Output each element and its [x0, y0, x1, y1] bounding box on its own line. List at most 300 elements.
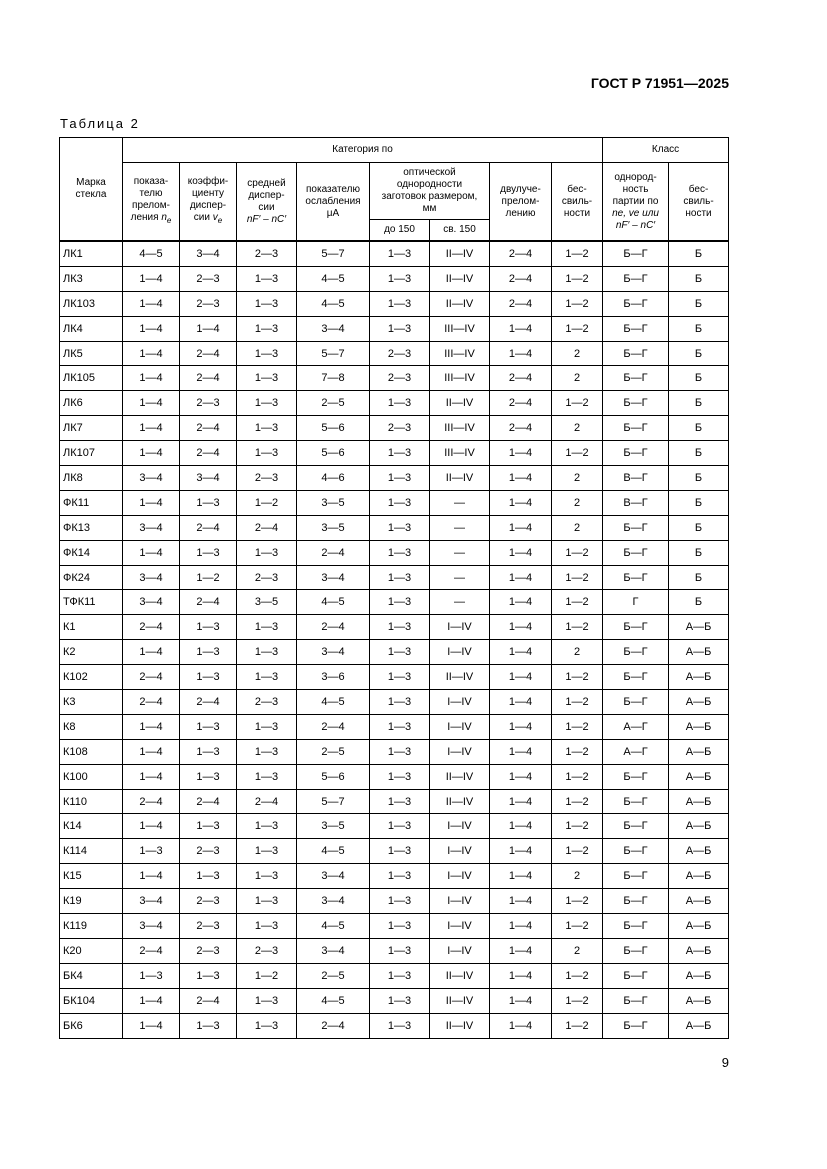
table-row [60, 938, 729, 963]
table-cell: 1—3 [237, 889, 297, 914]
table-cell: 2 [552, 864, 603, 889]
table-row [60, 864, 729, 889]
table-cell: III—IV [430, 416, 490, 441]
glass-grade-cell: ЛК105 [60, 366, 123, 391]
table-cell: 1—4 [490, 690, 552, 715]
table-cell: 1—3 [370, 665, 430, 690]
table-cell: 1—3 [370, 590, 430, 615]
table-cell: II—IV [430, 466, 490, 491]
table-row [60, 640, 729, 665]
table-cell: 1—4 [490, 640, 552, 665]
table-cell: Б—Г [603, 889, 669, 914]
table-cell: 1—3 [237, 988, 297, 1013]
table-cell: Б [669, 241, 729, 266]
table-cell: III—IV [430, 316, 490, 341]
glass-grade-cell: К108 [60, 739, 123, 764]
table-cell: 1—4 [123, 266, 180, 291]
table-cell: 2 [552, 490, 603, 515]
table-cell: 1—4 [123, 864, 180, 889]
table-cell: 1—2 [552, 839, 603, 864]
glass-grade-cell: К3 [60, 690, 123, 715]
table-cell: Б [669, 565, 729, 590]
table-cell: А—Б [669, 690, 729, 715]
glass-grade-cell: ФК24 [60, 565, 123, 590]
table-cell: I—IV [430, 690, 490, 715]
header-mean-dispersion: средней диспер- сии nF′ – nC′ [237, 163, 297, 242]
table-row [60, 665, 729, 690]
table-cell: 1—3 [180, 739, 237, 764]
table-cell: I—IV [430, 864, 490, 889]
table-cell: 1—3 [237, 416, 297, 441]
table-cell: 1—4 [123, 291, 180, 316]
table-cell: 1—4 [490, 739, 552, 764]
table-cell: 3—4 [297, 316, 370, 341]
table-cell: 1—3 [370, 764, 430, 789]
table-cell: 1—3 [370, 515, 430, 540]
glass-grade-cell: БК4 [60, 963, 123, 988]
table-cell: 1—2 [552, 291, 603, 316]
table-cell: 2—3 [237, 466, 297, 491]
table-cell: — [430, 540, 490, 565]
glass-grade-cell: ФК14 [60, 540, 123, 565]
document-code: ГОСТ Р 71951—2025 [590, 75, 729, 91]
table-cell: 1—3 [370, 938, 430, 963]
glass-grade-cell: К114 [60, 839, 123, 864]
table-cell: 1—2 [552, 590, 603, 615]
table-row [60, 839, 729, 864]
table-cell: I—IV [430, 615, 490, 640]
table-cell: 1—3 [370, 441, 430, 466]
table-cell: 1—3 [237, 316, 297, 341]
table-cell: 2—3 [180, 938, 237, 963]
table-cell: 1—4 [490, 889, 552, 914]
table-cell: I—IV [430, 739, 490, 764]
table-row [60, 764, 729, 789]
table-cell: 5—6 [297, 764, 370, 789]
table-cell: Б—Г [603, 366, 669, 391]
table-cell: 1—2 [552, 391, 603, 416]
table-cell: 2 [552, 341, 603, 366]
glass-grade-cell: К1 [60, 615, 123, 640]
table-cell: III—IV [430, 366, 490, 391]
table-cell: II—IV [430, 241, 490, 266]
table-cell: 1—3 [370, 864, 430, 889]
table-cell: 1—2 [552, 988, 603, 1013]
table-cell: II—IV [430, 291, 490, 316]
table-cell: II—IV [430, 1013, 490, 1038]
table-cell: 2—4 [297, 1013, 370, 1038]
table-cell: — [430, 515, 490, 540]
header-category-group: Категория по [123, 138, 603, 163]
table-cell: 1—4 [123, 366, 180, 391]
table-cell: — [430, 490, 490, 515]
glass-grade-cell: ФК11 [60, 490, 123, 515]
glass-grade-cell: К119 [60, 914, 123, 939]
header-grade: Марка стекла [60, 138, 123, 242]
table-cell: А—Б [669, 889, 729, 914]
glass-grade-cell: БК6 [60, 1013, 123, 1038]
table-cell: 1—2 [552, 441, 603, 466]
table-cell: 1—2 [552, 615, 603, 640]
table-cell: 3—4 [123, 565, 180, 590]
table-cell: 1—2 [552, 789, 603, 814]
table-row [60, 366, 729, 391]
table-cell: Б—Г [603, 540, 669, 565]
header-bubbles: бес- свиль- ности [552, 163, 603, 242]
table-cell: 1—3 [370, 241, 430, 266]
table-cell: 1—3 [237, 1013, 297, 1038]
table-cell: 4—5 [123, 241, 180, 266]
table-cell: 4—5 [297, 839, 370, 864]
header-class-bubbles: бес- свиль- ности [669, 163, 729, 242]
table-cell: Б—Г [603, 988, 669, 1013]
glass-grade-cell: К2 [60, 640, 123, 665]
table-cell: 1—2 [552, 540, 603, 565]
table-cell: 2—3 [370, 416, 430, 441]
table-cell: 4—6 [297, 466, 370, 491]
table-cell: 1—3 [370, 963, 430, 988]
table-cell: 1—4 [123, 739, 180, 764]
table-cell: 1—2 [552, 814, 603, 839]
table-cell: 5—6 [297, 416, 370, 441]
table-cell: Б—Г [603, 914, 669, 939]
table-cell: 2—3 [237, 938, 297, 963]
header-birefringence: двулуче- прелом- лению [490, 163, 552, 242]
table-cell: 1—4 [490, 441, 552, 466]
table-cell: 1—4 [123, 316, 180, 341]
table-cell: 1—3 [370, 615, 430, 640]
table-cell: 1—3 [370, 914, 430, 939]
table-body [60, 241, 729, 1038]
table-cell: 1—3 [237, 739, 297, 764]
table-cell: 2—3 [237, 241, 297, 266]
table-cell: 5—7 [297, 241, 370, 266]
glass-grade-cell: ЛК107 [60, 441, 123, 466]
header-optical-up-to-150: до 150 [370, 220, 430, 242]
table-cell: 2—4 [490, 266, 552, 291]
table-row [60, 441, 729, 466]
table-cell: А—Б [669, 864, 729, 889]
table-cell: I—IV [430, 938, 490, 963]
table-cell: Б—Г [603, 938, 669, 963]
table-row [60, 565, 729, 590]
table-cell: 1—4 [123, 441, 180, 466]
glass-grade-cell: ЛК3 [60, 266, 123, 291]
table-cell: 2—4 [237, 515, 297, 540]
table-cell: 1—3 [370, 540, 430, 565]
table-cell: Г [603, 590, 669, 615]
table-cell: 3—5 [297, 814, 370, 839]
table-cell: 1—4 [123, 764, 180, 789]
table-cell: Б [669, 366, 729, 391]
table-cell: 1—3 [370, 739, 430, 764]
table-cell: 1—4 [123, 814, 180, 839]
table-cell: 1—3 [237, 391, 297, 416]
table-cell: 1—3 [370, 889, 430, 914]
table-cell: 2 [552, 466, 603, 491]
table-cell: 3—6 [297, 665, 370, 690]
table-cell: 1—3 [370, 490, 430, 515]
table-cell: I—IV [430, 914, 490, 939]
table-row [60, 789, 729, 814]
table-row [60, 914, 729, 939]
table-cell: 1—3 [370, 391, 430, 416]
table-cell: 1—3 [370, 839, 430, 864]
table-cell: 1—3 [237, 441, 297, 466]
table-row [60, 490, 729, 515]
table-cell: Б [669, 341, 729, 366]
table-cell: 1—2 [552, 316, 603, 341]
table-cell: 2—4 [180, 441, 237, 466]
table-cell: 1—3 [237, 615, 297, 640]
table-cell: 2—3 [180, 889, 237, 914]
table-cell: 3—5 [237, 590, 297, 615]
table-cell: I—IV [430, 839, 490, 864]
table-cell: 1—3 [180, 963, 237, 988]
table-cell: 1—3 [180, 640, 237, 665]
table-cell: 1—4 [490, 540, 552, 565]
table-cell: 2—4 [123, 938, 180, 963]
table-row [60, 466, 729, 491]
table-cell: Б—Г [603, 864, 669, 889]
header-dispersion-coeff: коэффи- циенту диспер- сии $v_e$ [180, 163, 237, 242]
table-cell: 2—4 [490, 391, 552, 416]
table-cell: А—Б [669, 814, 729, 839]
table-cell: 1—3 [180, 864, 237, 889]
table-cell: 1—4 [123, 416, 180, 441]
table-cell: 1—4 [490, 764, 552, 789]
table-cell: 2—5 [297, 963, 370, 988]
table-cell: I—IV [430, 814, 490, 839]
table-cell: 2—4 [490, 416, 552, 441]
table-row [60, 814, 729, 839]
table-cell: I—IV [430, 889, 490, 914]
table-cell: 3—5 [297, 515, 370, 540]
table-cell: 1—3 [123, 963, 180, 988]
glass-grade-cell: ЛК103 [60, 291, 123, 316]
table-cell: 1—3 [370, 640, 430, 665]
table-cell: 2—3 [237, 690, 297, 715]
table-cell: Б—Г [603, 391, 669, 416]
table-cell: 1—4 [180, 316, 237, 341]
header-attenuation: показателю ослабления μA [297, 163, 370, 242]
glass-grade-cell: К100 [60, 764, 123, 789]
table-cell: 2—3 [180, 391, 237, 416]
table-cell: 4—5 [297, 914, 370, 939]
table-cell: 2—4 [123, 789, 180, 814]
table-cell: Б—Г [603, 341, 669, 366]
table-cell: 3—4 [123, 466, 180, 491]
table-cell: А—Б [669, 1013, 729, 1038]
table-cell: Б—Г [603, 839, 669, 864]
table-cell: 2—3 [180, 291, 237, 316]
glass-grade-cell: ЛК8 [60, 466, 123, 491]
glass-grade-cell: ЛК7 [60, 416, 123, 441]
table-cell: II—IV [430, 789, 490, 814]
table-cell: 1—2 [552, 963, 603, 988]
table-cell: А—Б [669, 789, 729, 814]
table-cell: 1—4 [490, 565, 552, 590]
table-cell: 1—3 [237, 864, 297, 889]
table-cell: 2 [552, 416, 603, 441]
glass-grade-cell: ЛК5 [60, 341, 123, 366]
table-cell: Б [669, 515, 729, 540]
table-cell: 5—7 [297, 341, 370, 366]
table-cell: 2—3 [180, 914, 237, 939]
page-number: 9 [721, 1055, 729, 1070]
table-cell: Б—Г [603, 615, 669, 640]
table-cell: 4—5 [297, 266, 370, 291]
table-cell: А—Б [669, 839, 729, 864]
table-cell: 1—4 [490, 864, 552, 889]
table-cell: Б—Г [603, 665, 669, 690]
table-cell: 4—5 [297, 988, 370, 1013]
glass-category-table [59, 137, 729, 1039]
table-cell: А—Б [669, 764, 729, 789]
table-cell: Б—Г [603, 690, 669, 715]
table-cell: 1—2 [552, 889, 603, 914]
table-cell: 2—4 [180, 341, 237, 366]
table-cell: Б—Г [603, 1013, 669, 1038]
table-cell: 1—3 [180, 490, 237, 515]
table-cell: Б—Г [603, 316, 669, 341]
table-row [60, 615, 729, 640]
table-cell: II—IV [430, 391, 490, 416]
table-cell: II—IV [430, 988, 490, 1013]
table-cell: I—IV [430, 640, 490, 665]
table-cell: 1—3 [237, 640, 297, 665]
table-row [60, 341, 729, 366]
table-cell: 1—2 [552, 739, 603, 764]
table-cell: 1—3 [237, 764, 297, 789]
table-cell: 1—4 [123, 1013, 180, 1038]
table-cell: 1—4 [490, 615, 552, 640]
table-cell: 1—4 [490, 789, 552, 814]
table-cell: 2—4 [123, 665, 180, 690]
table-cell: 1—4 [123, 391, 180, 416]
table-cell: 2—4 [237, 789, 297, 814]
table-cell: 2—3 [370, 341, 430, 366]
table-cell: Б—Г [603, 789, 669, 814]
table-cell: 7—8 [297, 366, 370, 391]
header-optical-homogeneity: оптической однородности заготовок размером, мм [370, 163, 490, 220]
table-cell: 1—4 [123, 540, 180, 565]
table-cell: 1—3 [180, 714, 237, 739]
table-cell: А—Б [669, 963, 729, 988]
table-cell: 5—7 [297, 789, 370, 814]
table-cell: — [430, 590, 490, 615]
table-cell: III—IV [430, 441, 490, 466]
table-cell: А—Б [669, 938, 729, 963]
table-cell: 1—3 [237, 366, 297, 391]
table-cell: 1—3 [370, 316, 430, 341]
table-cell: 1—4 [490, 316, 552, 341]
table-cell: 1—4 [490, 938, 552, 963]
glass-grade-cell: ЛК1 [60, 241, 123, 266]
table-cell: А—Б [669, 739, 729, 764]
table-cell: 2—4 [123, 615, 180, 640]
table-cell: 2—5 [297, 739, 370, 764]
table-cell: Б—Г [603, 640, 669, 665]
glass-grade-cell: К15 [60, 864, 123, 889]
table-cell: 1—2 [237, 963, 297, 988]
table-cell: 2—4 [490, 366, 552, 391]
table-row [60, 889, 729, 914]
table-cell: 1—3 [370, 714, 430, 739]
table-cell: 1—4 [490, 590, 552, 615]
table-cell: 1—2 [552, 665, 603, 690]
table-cell: Б [669, 441, 729, 466]
table-cell: 3—4 [180, 466, 237, 491]
table-cell: 1—2 [552, 914, 603, 939]
table-row [60, 241, 729, 266]
table-cell: 2 [552, 640, 603, 665]
table-cell: 2—3 [370, 366, 430, 391]
table-cell: А—Г [603, 739, 669, 764]
table-cell: Б [669, 590, 729, 615]
table-cell: 1—2 [237, 490, 297, 515]
table-cell: А—Б [669, 914, 729, 939]
table-row [60, 739, 729, 764]
table-row [60, 266, 729, 291]
table-cell: 1—3 [370, 266, 430, 291]
table-cell: 3—4 [123, 914, 180, 939]
glass-grade-cell: К14 [60, 814, 123, 839]
table-cell: 2—4 [180, 690, 237, 715]
table-cell: 2—4 [180, 789, 237, 814]
table-cell: 1—3 [237, 814, 297, 839]
table-cell: 2—4 [180, 416, 237, 441]
table-cell: 1—2 [180, 565, 237, 590]
table-cell: 1—3 [370, 690, 430, 715]
table-cell: 1—3 [370, 565, 430, 590]
table-row [60, 515, 729, 540]
table-cell: Б—Г [603, 241, 669, 266]
table-row [60, 590, 729, 615]
header-optical-over-150: св. 150 [430, 220, 490, 242]
table-cell: 1—4 [490, 839, 552, 864]
glass-grade-cell: К19 [60, 889, 123, 914]
table-cell: Б [669, 291, 729, 316]
table-row [60, 540, 729, 565]
table-cell: 1—3 [180, 615, 237, 640]
table-cell: 2—4 [297, 540, 370, 565]
table-cell: 2—4 [297, 714, 370, 739]
header-class-homogeneity: однород- ность партии по ne, ve или nF′ – nC′ [603, 163, 669, 242]
table-cell: А—Б [669, 665, 729, 690]
table-cell: 2—3 [180, 839, 237, 864]
table-cell: 3—4 [123, 590, 180, 615]
table-row [60, 1013, 729, 1038]
table-cell: 2 [552, 938, 603, 963]
table-cell: 1—4 [123, 714, 180, 739]
table-cell: 2—4 [180, 988, 237, 1013]
glass-grade-cell: К110 [60, 789, 123, 814]
glass-grade-cell: БК104 [60, 988, 123, 1013]
table-cell: Б [669, 540, 729, 565]
table-cell: 1—3 [237, 266, 297, 291]
table-cell: 1—4 [123, 640, 180, 665]
glass-grade-cell: К102 [60, 665, 123, 690]
table-cell: 1—4 [490, 665, 552, 690]
table-cell: Б [669, 466, 729, 491]
table-cell: Б—Г [603, 291, 669, 316]
table-cell: 2—4 [297, 615, 370, 640]
table-cell: 1—3 [237, 914, 297, 939]
table-cell: II—IV [430, 963, 490, 988]
table-cell: 1—3 [180, 1013, 237, 1038]
table-cell: 1—3 [180, 665, 237, 690]
